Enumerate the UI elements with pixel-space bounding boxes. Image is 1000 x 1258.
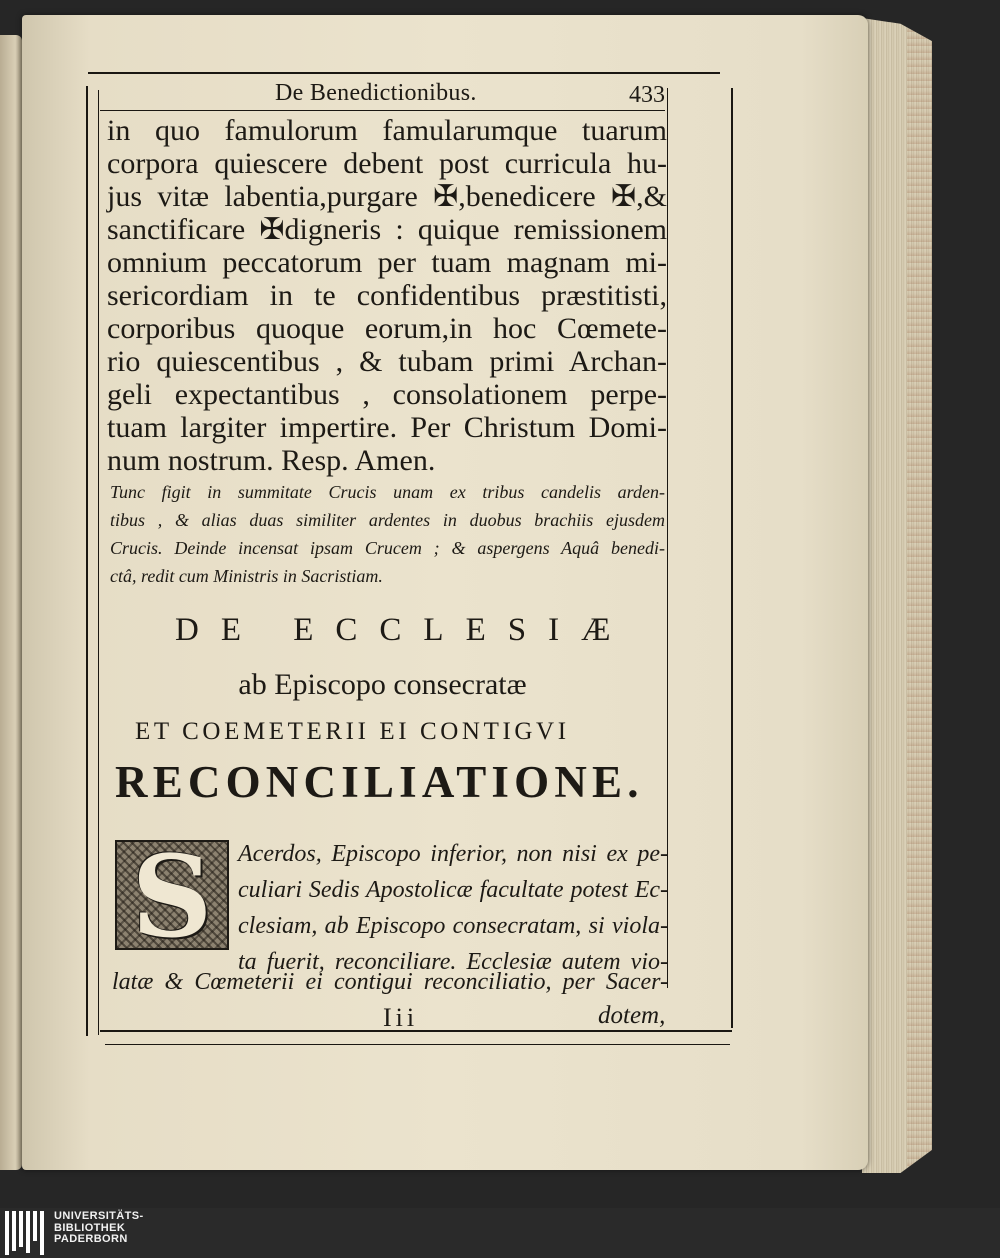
initial-letter: S — [131, 832, 213, 963]
frame-rule-right-outer — [731, 88, 733, 1028]
body-line: sanctificare ✠digneris : quique remissionem — [107, 213, 667, 246]
logo-line-1: UNIVERSITÄTS- — [54, 1210, 144, 1222]
library-footer-bar — [0, 1208, 1000, 1258]
section-heading-line-2: ab Episcopo consecratæ — [238, 668, 527, 701]
section-heading-line-4: RECONCILIATIONE. — [115, 757, 644, 807]
initial-paragraph — [238, 836, 668, 980]
paragraph-tail — [112, 964, 668, 1000]
body-line: omnium peccatorum per tuam magnam mi- — [107, 246, 667, 279]
paragraph-line: Acerdos, Episcopo inferior, non nisi ex pe- — [238, 841, 668, 867]
body-line: sericordiam in te confidentibus præstitisti, — [107, 279, 667, 312]
logo-line-3: PADERBORN — [54, 1233, 128, 1245]
frame-rule-bottom-outer — [105, 1044, 730, 1045]
book-fore-edge — [862, 18, 932, 1173]
rubric-line: Crucis. Deinde incensat ipsam Crucem ; & aspergens Aquâ benedi- — [110, 538, 665, 558]
rubric-line: ctâ, redit cum Ministris in Sacristiam. — [110, 566, 383, 586]
paragraph-line: ta fuerit, reconciliare. Ecclesiæ autem vio- — [238, 949, 668, 975]
library-logo-icon — [3, 1211, 45, 1255]
frame-rule-header — [100, 110, 665, 111]
rubric-line: tibus , & alias duas similiter ardentes in duobus brachiis ejusdem — [110, 510, 665, 530]
body-line: num nostrum. Resp. Amen. — [107, 444, 436, 477]
facing-page-edge — [0, 35, 22, 1170]
paragraph-line: culiari Sedis Apostolicæ facultate potest Ec- — [238, 877, 668, 903]
frame-rule-left-inner — [98, 90, 99, 1035]
rubric-instructions — [110, 478, 665, 590]
frame-rule-top — [88, 72, 720, 74]
paragraph-line: latæ & Cœmeterii ei contigui reconciliatio, per Sacer- — [112, 969, 668, 995]
body-line: corpora quiescere debent post curricula hu- — [107, 147, 667, 180]
body-text — [107, 114, 667, 477]
running-title: De Benedictionibus. — [275, 80, 477, 106]
running-header — [120, 80, 665, 110]
frame-rule-left-outer — [86, 86, 88, 1036]
body-line: in quo famulorum famularumque tuarum — [107, 114, 667, 147]
decorated-initial — [115, 832, 229, 963]
body-line: jus vitæ labentia,purgare ✠,benedicere ✠,& — [107, 180, 667, 213]
body-line: tuam largiter impertire. Per Christum Domi- — [107, 411, 667, 444]
logo-line-2: BIBLIOTHEK — [54, 1221, 126, 1234]
body-line: rio quiescentibus , & tubam primi Archan- — [107, 345, 667, 378]
paragraph-line: clesiam, ab Episcopo consecratam, si viola- — [238, 913, 668, 939]
section-heading-line-1: DE ECCLESIÆ — [175, 612, 633, 648]
page-number: 433 — [629, 82, 665, 108]
body-line: geli expectantibus , consolationem perpe- — [107, 378, 667, 411]
catchword: dotem, — [598, 1002, 666, 1029]
library-logo-text — [54, 1211, 144, 1246]
section-heading-line-3: ET COEMETERII EI CONTIGVI — [135, 718, 570, 745]
rubric-line: Tunc figit in summitate Crucis unam ex tribus candelis arden- — [110, 482, 665, 502]
body-line: corporibus quoque eorum,in hoc Cœmete- — [107, 312, 667, 345]
signature-mark: Iii — [383, 1003, 419, 1032]
